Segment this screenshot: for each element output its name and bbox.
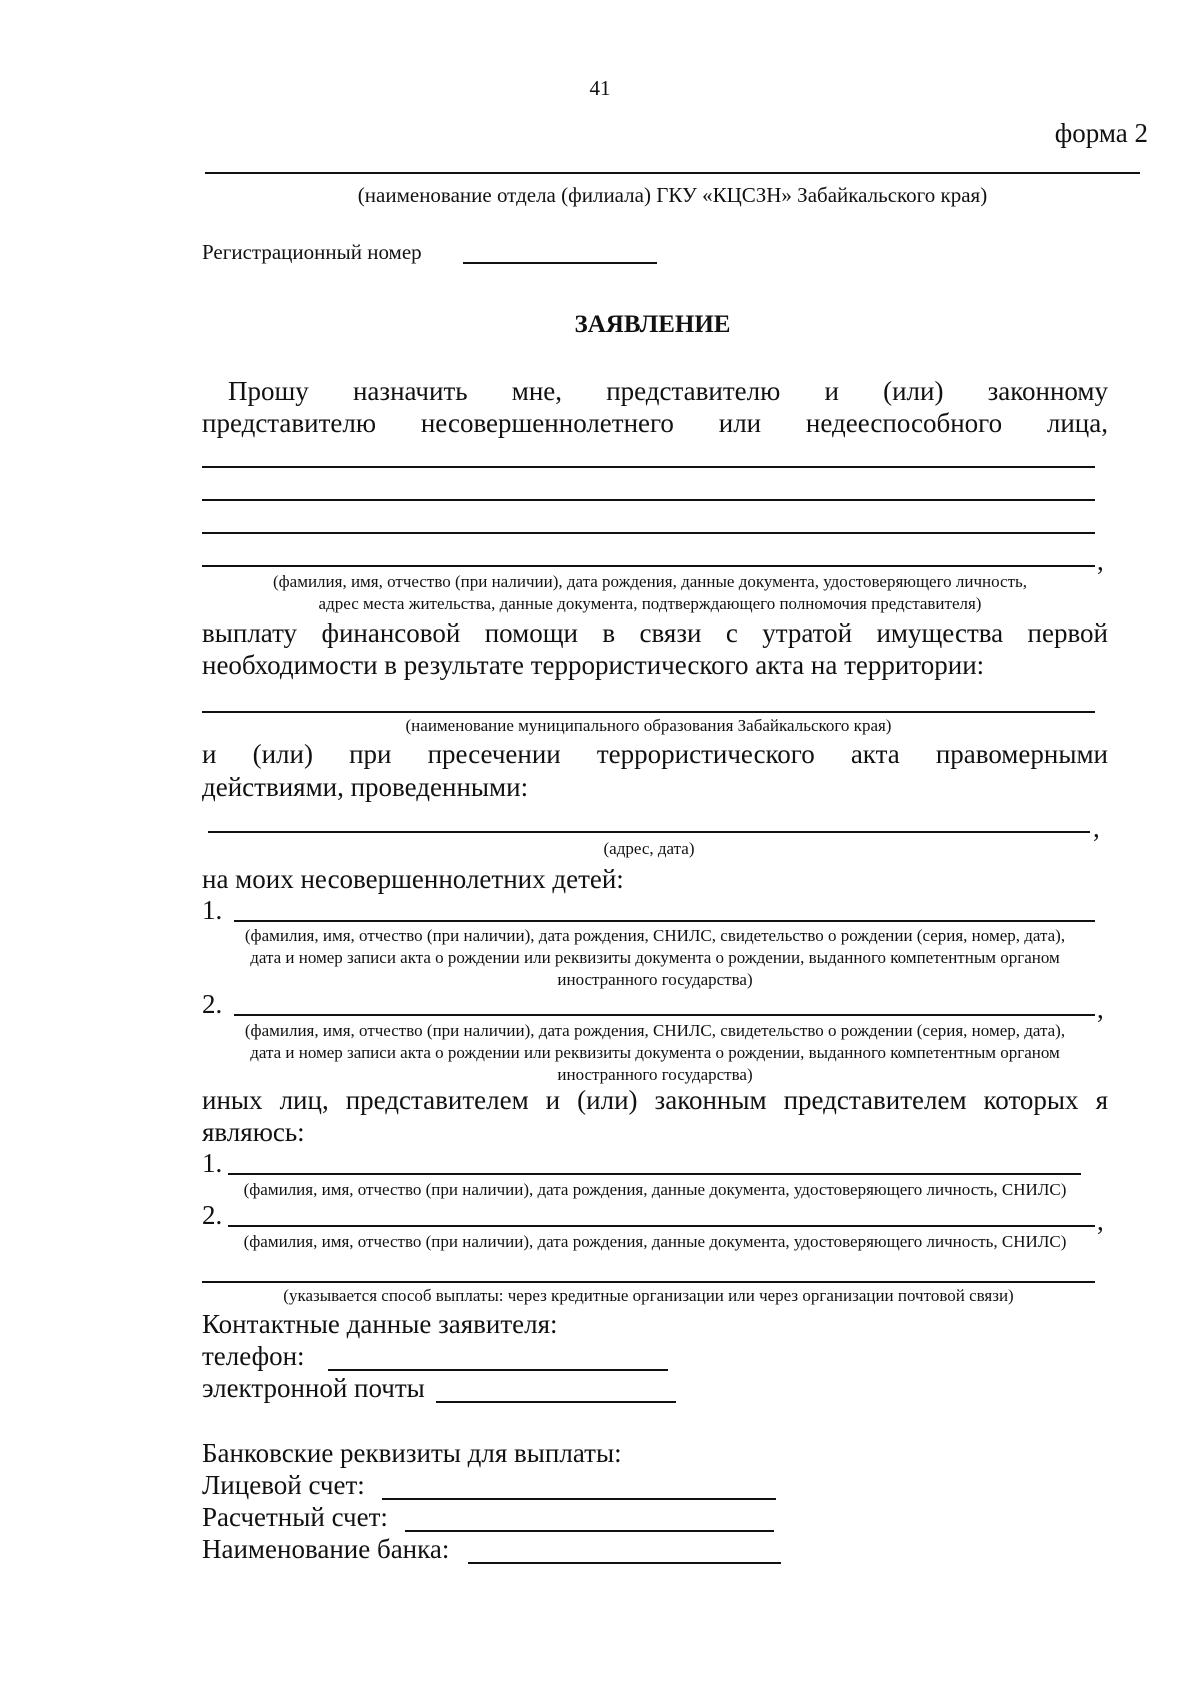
child-caption-2c: иностранного государства) <box>557 1065 753 1084</box>
others-heading-2: являюсь: <box>202 1117 305 1147</box>
applicant-field-2[interactable] <box>202 499 1095 501</box>
child-number: 1. <box>202 895 223 925</box>
children-heading: на моих несовершеннолетних детей: <box>202 864 624 894</box>
personal-account-field[interactable] <box>382 1498 776 1500</box>
request-line-2: представителю несовершеннолетнего или недееспособного лица, <box>202 408 1108 438</box>
form-label: форма 2 <box>1054 118 1148 148</box>
department-caption: (наименование отдела (филиала) ГКУ «КЦСЗН» Забайкальского края) <box>357 183 988 207</box>
suppression-line-2: действиями, проведенными: <box>202 772 529 802</box>
request-line-1: Прошу назначить мне, представителю и (или) законному <box>228 376 1108 406</box>
phone-field[interactable] <box>328 1369 668 1371</box>
child-caption-2a: (фамилия, имя, отчество (при наличии), дата рождения, СНИЛС, свидетельство о рождении (серия, номер, дата), <box>244 1021 1066 1040</box>
page-number: 41 <box>589 76 611 100</box>
other-field-2[interactable] <box>228 1225 1095 1227</box>
settlement-account-label: Расчетный счет: <box>202 1502 388 1532</box>
bank-name-label: Наименование банка: <box>202 1534 450 1564</box>
reg-number-field[interactable] <box>463 262 657 264</box>
comma: , <box>1097 994 1104 1024</box>
child-field-1[interactable] <box>234 920 1095 922</box>
suppression-line-1: и (или) при пресечении террористического акта правомерными <box>202 739 1108 769</box>
applicant-field-4[interactable] <box>202 565 1095 567</box>
child-caption-1b: дата и номер записи акта о рождении или реквизиты документа о рождении, выданного компетентным органом <box>250 948 1060 967</box>
child-caption-1c: иностранного государства) <box>557 970 753 989</box>
applicant-field-3[interactable] <box>202 532 1095 534</box>
email-label: электронной почты <box>202 1373 425 1403</box>
payment-line-2: необходимости в результате террористического акта на территории: <box>202 650 985 680</box>
bank-heading: Банковские реквизиты для выплаты: <box>202 1438 622 1468</box>
comma: , <box>1093 813 1100 843</box>
child-number: 2. <box>202 989 223 1019</box>
address-caption: (адрес, дата) <box>603 839 695 858</box>
others-heading-1: иных лиц, представителем и (или) законным представителем которых я <box>202 1085 1108 1115</box>
applicant-field-1[interactable] <box>202 466 1095 468</box>
child-caption-1a: (фамилия, имя, отчество (при наличии), дата рождения, СНИЛС, свидетельство о рождении (серия, номер, дата), <box>244 926 1066 945</box>
other-number: 2. <box>202 1200 223 1230</box>
department-field[interactable] <box>205 172 1140 174</box>
municipality-field[interactable] <box>202 711 1095 713</box>
comma: , <box>1097 1206 1104 1236</box>
payment-method-field[interactable] <box>202 1281 1095 1283</box>
settlement-account-field[interactable] <box>405 1530 774 1532</box>
child-field-2[interactable] <box>234 1014 1095 1016</box>
other-number: 1. <box>202 1148 223 1178</box>
contacts-heading: Контактные данные заявителя: <box>202 1309 558 1339</box>
other-caption-1: (фамилия, имя, отчество (при наличии), дата рождения, данные документа, удостоверяющего личность, СНИЛС) <box>243 1180 1067 1199</box>
payment-line-1: выплату финансовой помощи в связи с утратой имущества первой <box>202 618 1108 648</box>
payment-method-caption: (указывается способ выплаты: через кредитные организации или через организации почтовой связи) <box>283 1286 1014 1305</box>
phone-label: телефон: <box>202 1341 305 1371</box>
comma: , <box>1097 546 1104 576</box>
applicant-caption-2: адрес места жительства, данные документа, подтверждающего полномочия представителя) <box>318 594 982 613</box>
address-field[interactable] <box>208 831 1090 833</box>
personal-account-label: Лицевой счет: <box>202 1470 365 1500</box>
applicant-caption-1: (фамилия, имя, отчество (при наличии), дата рождения, данные документа, удостоверяющего личность, <box>272 572 1028 591</box>
child-caption-2b: дата и номер записи акта о рождении или реквизиты документа о рождении, выданного компетентным органом <box>250 1043 1060 1062</box>
other-field-1[interactable] <box>228 1173 1081 1175</box>
email-field[interactable] <box>436 1401 676 1403</box>
reg-number-label: Регистрационный номер <box>202 240 422 264</box>
page-title: ЗАЯВЛЕНИЕ <box>574 311 731 338</box>
bank-name-field[interactable] <box>468 1562 781 1564</box>
municipality-caption: (наименование муниципального образования Забайкальского края) <box>405 716 892 735</box>
other-caption-2: (фамилия, имя, отчество (при наличии), дата рождения, данные документа, удостоверяющего личность, СНИЛС) <box>243 1232 1067 1251</box>
